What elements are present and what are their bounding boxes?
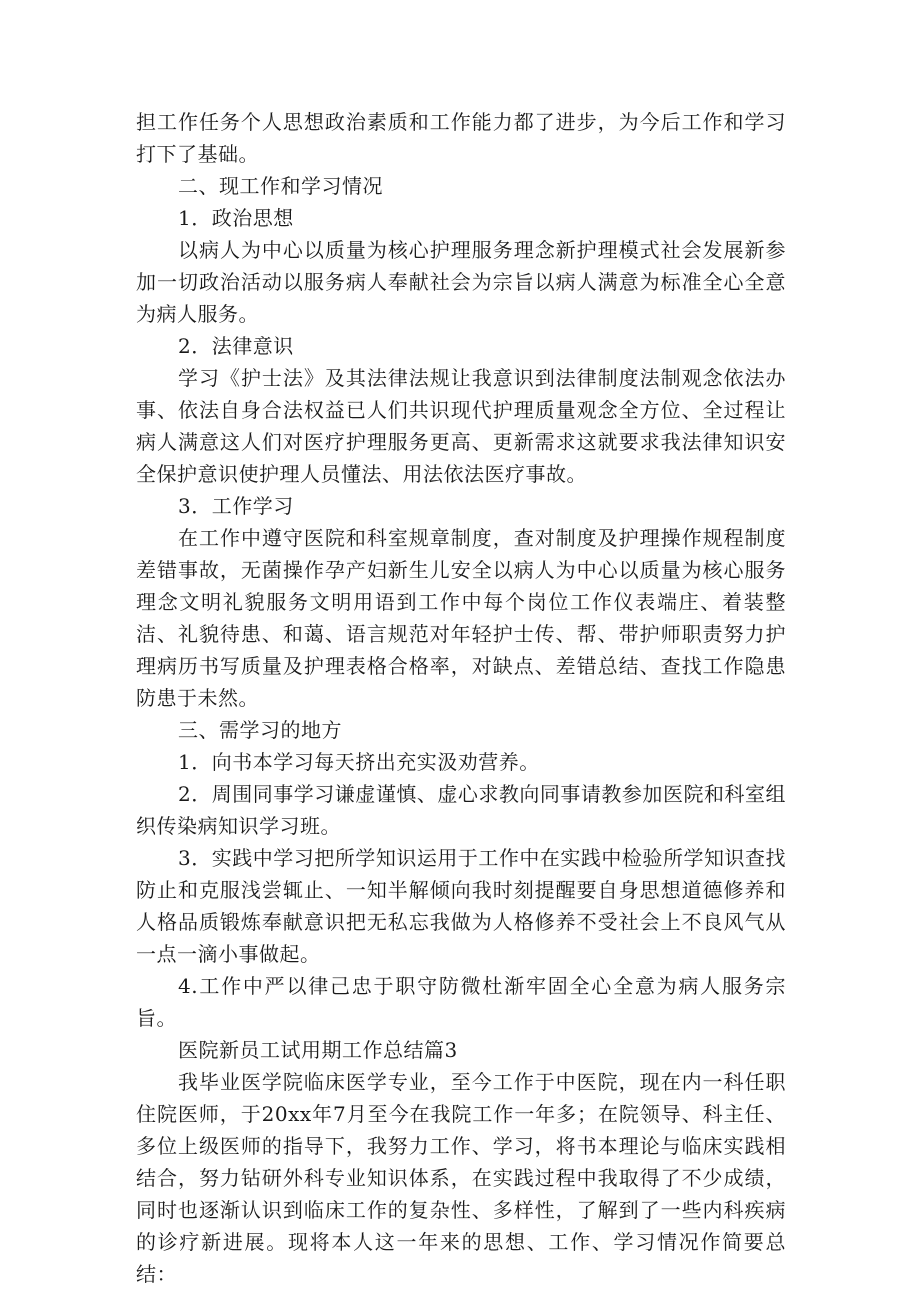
section-heading-areas-to-learn: 三、需学习的地方 xyxy=(178,718,342,742)
list-item-learn-colleagues: 2．周围同事学习谦虚谨慎、虚心求教向同事请教参加医院和科室组织传染病知识学习班。 xyxy=(136,782,786,838)
document-body xyxy=(136,106,786,1290)
subheading-legal-awareness: 2．法律意识 xyxy=(178,334,294,358)
paragraph-political-thought: 以病人为中心以质量为核心护理服务理念新护理模式社会发展新参加一切政治活动以服务病人奉献社会为宗旨以病人满意为标准全心全意为病人服务。 xyxy=(136,238,786,326)
subheading-work-study: 3．工作学习 xyxy=(178,494,294,518)
list-item-learn-practice: 3．实践中学习把所学知识运用于工作中在实践中检验所学知识查找防止和克服浅尝辄止、一知半解倾向我时刻提醒要自身思想道德修养和人格品质锻炼奉献意识把无私忘我做为人格修养不受社会上不良风气从一点一滴小事做起。 xyxy=(136,846,786,966)
section-heading-part-3: 医院新员工试用期工作总结篇3 xyxy=(178,1038,458,1062)
paragraph-summary-intro: 我毕业医学院临床医学专业，至今工作于中医院，现在内一科任职住院医师，于20xx年7月至今在我院工作一年多；在院领导、科主任、多位上级医师的指导下，我努力工作、学习，将书本理论与临床实践相结合，努力钻研外科专业知识体系，在实践过程中我取得了不少成绩，同时也逐渐认识到临床工作的复杂性、多样性，了解到了一些内科疾病的诊疗新进展。现将本人这一年来的思想、工作、学习情况作简要总结： xyxy=(136,1070,786,1286)
paragraph-continuation: 担工作任务个人思想政治素质和工作能力都了进步，为今后工作和学习打下了基础。 xyxy=(136,110,786,166)
paragraph-work-study: 在工作中遵守医院和科室规章制度，查对制度及护理操作规程制度差错事故，无菌操作孕产妇新生儿安全以病人为中心以质量为核心服务理念文明礼貌服务文明用语到工作中每个岗位工作仪表端庄、着装整洁、礼貌待患、和蔼、语言规范对年轻护士传、帮、带护师职责努力护理病历书写质量及护理表格合格率，对缺点、差错总结、查找工作隐患防患于未然。 xyxy=(136,526,786,710)
subheading-political-thought: 1．政治思想 xyxy=(178,206,294,230)
list-item-self-discipline: 4.工作中严以律己忠于职守防微杜渐牢固全心全意为病人服务宗旨。 xyxy=(136,974,786,1030)
section-heading-current-work: 二、现工作和学习情况 xyxy=(178,174,383,198)
paragraph-legal-awareness: 学习《护士法》及其法律法规让我意识到法律制度法制观念依法办事、依法自身合法权益已人们共识现代护理质量观念全方位、全过程让病人满意这人们对医疗护理服务更高、更新需求这就要求我法律知识安全保护意识使护理人员懂法、用法依法医疗事故。 xyxy=(136,366,786,486)
list-item-learn-books: 1．向书本学习每天挤出充实汲劝营养。 xyxy=(178,750,540,774)
